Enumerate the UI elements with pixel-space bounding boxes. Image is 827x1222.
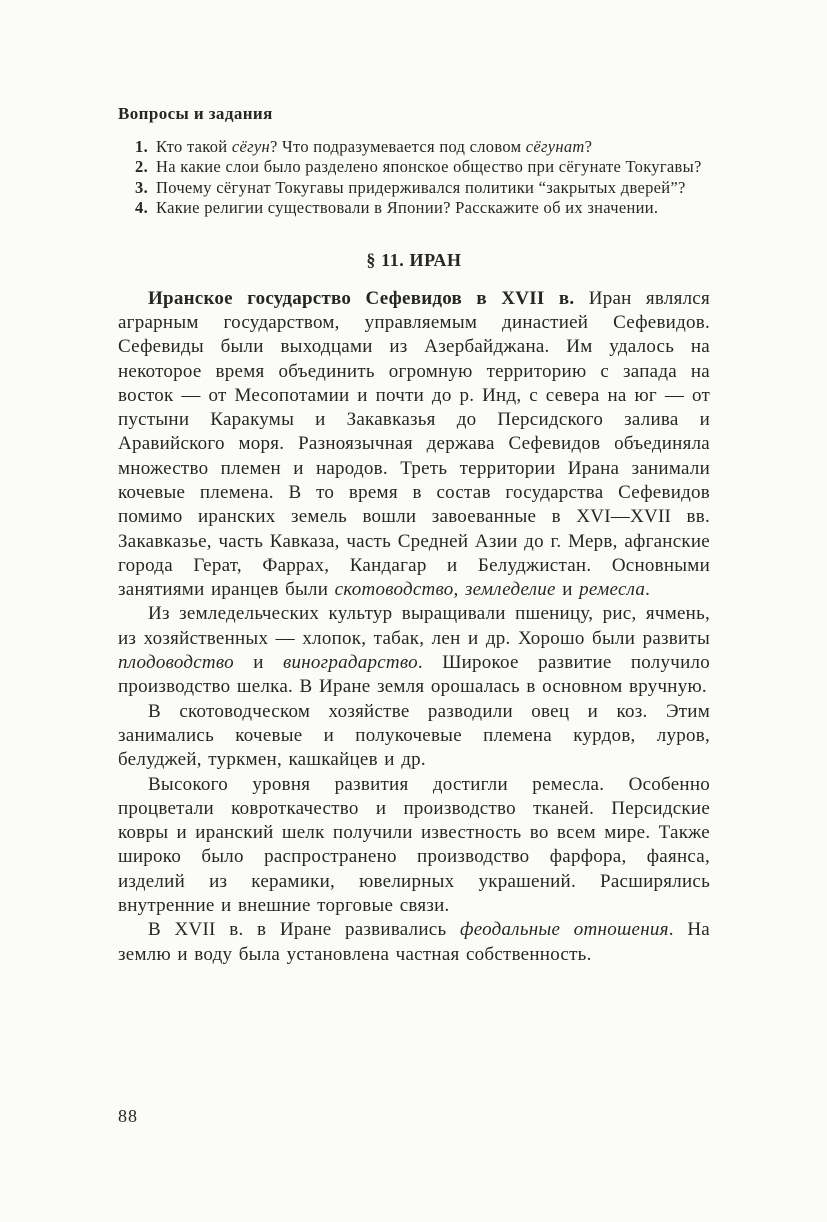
question-item <box>132 137 710 157</box>
body-paragraph <box>118 287 710 603</box>
question-number: 2. <box>135 157 148 177</box>
text-run: и <box>233 652 283 674</box>
body-paragraph <box>118 602 710 699</box>
text-run: . На землю и воду была установлена частная собственность. <box>118 919 710 965</box>
text-run: плодоводство <box>118 652 234 674</box>
question-number: 4. <box>135 198 148 218</box>
question-number: 1. <box>135 137 148 156</box>
text-run: Кто такой <box>156 137 232 156</box>
text-run: В скотоводческом хозяйстве разводили овец и коз. Этим занимались кочевые и полукочевые племена курдов, луров, белуджей, туркмен, кашкайцев и др. <box>118 700 710 771</box>
text-run: ? Что подразумевается под словом <box>269 137 526 156</box>
text-run: В XVII в. в Иране развивались <box>148 919 460 941</box>
text-run: и <box>555 579 580 601</box>
text-run: . <box>645 579 651 601</box>
text-run: сёгун <box>231 137 270 156</box>
section-body <box>118 287 710 967</box>
questions-section <box>118 104 710 219</box>
text-run: На какие слои было разделено японское общество при сёгунате Токугавы? <box>156 157 702 177</box>
text-run: Иранское государство Сефевидов в XVII в. <box>148 287 575 309</box>
question-item <box>132 178 710 198</box>
body-paragraph <box>118 773 710 919</box>
section-title: § 11. ИРАН <box>366 249 462 270</box>
question-text <box>156 198 710 218</box>
text-run: Почему сёгунат Токугавы придерживался политики “закрытых дверей”? <box>156 177 686 197</box>
text-run: . Широкое развитие получило производство шелка. В Иране земля орошалась в основном вручную. <box>118 652 710 698</box>
text-run: скотоводство, земледелие <box>334 579 556 601</box>
question-text <box>156 157 710 177</box>
text-run: виноградарство <box>283 652 418 674</box>
body-paragraph <box>118 918 710 967</box>
questions-list <box>132 137 710 219</box>
question-item <box>132 198 710 218</box>
question-text <box>156 178 710 198</box>
text-run: Высокого уровня развития достигли ремесла. Особенно процветали ковроткачество и производство тканей. Персидские ковры и иранский шелк получили известность во всем мире. Также широко было распространено производство фарфора, фаянса, изделий из керамики, ювелирных украшений. Расширялись внутренние и внешние торговые связи. <box>118 773 710 917</box>
text-run: сёгунат <box>525 137 585 156</box>
text-run: Из земледельческих культур выращивали пшеницу, рис, ячмень, из хозяйственных — хлопок, табак, лен и др. Хорошо были развиты <box>118 603 710 649</box>
text-run: Иран являлся аграрным государством, управляемым династией Сефевидов. Сефевиды были выходцами из Азербайджана. Им удалось на некоторое время объединить огромную территорию с запада на восток — от Месопотамии и почти до р. Инд, с севера на юг — от пустыни Каракумы и Закавказья до Персидского залива и Аравийского моря. Разноязычная держава Сефевидов объединяла множество племен и народов. Треть территории Ирана занимали кочевые племена. В то время в состав государства Сефевидов помимо иранских земель вошли завоеванные в XVI—XVII вв. Закавказье, часть Кавказа, часть Средней Азии до г. Мерв, афганские города Герат, Фаррах, Кандагар и Белуджистан. Основными занятиями иранцев были <box>118 287 710 601</box>
text-run: ? <box>584 137 593 156</box>
text-run: Какие религии существовали в Японии? Расскажите об их значении. <box>156 198 659 218</box>
question-number: 3. <box>135 177 148 197</box>
body-paragraph <box>118 700 710 773</box>
text-run: ремесла <box>579 579 646 601</box>
question-text <box>156 137 710 157</box>
page-number: 88 <box>118 1106 138 1126</box>
text-run: феодальные отношения <box>460 919 669 941</box>
questions-heading: Вопросы и задания <box>118 104 273 123</box>
question-item <box>132 157 710 177</box>
